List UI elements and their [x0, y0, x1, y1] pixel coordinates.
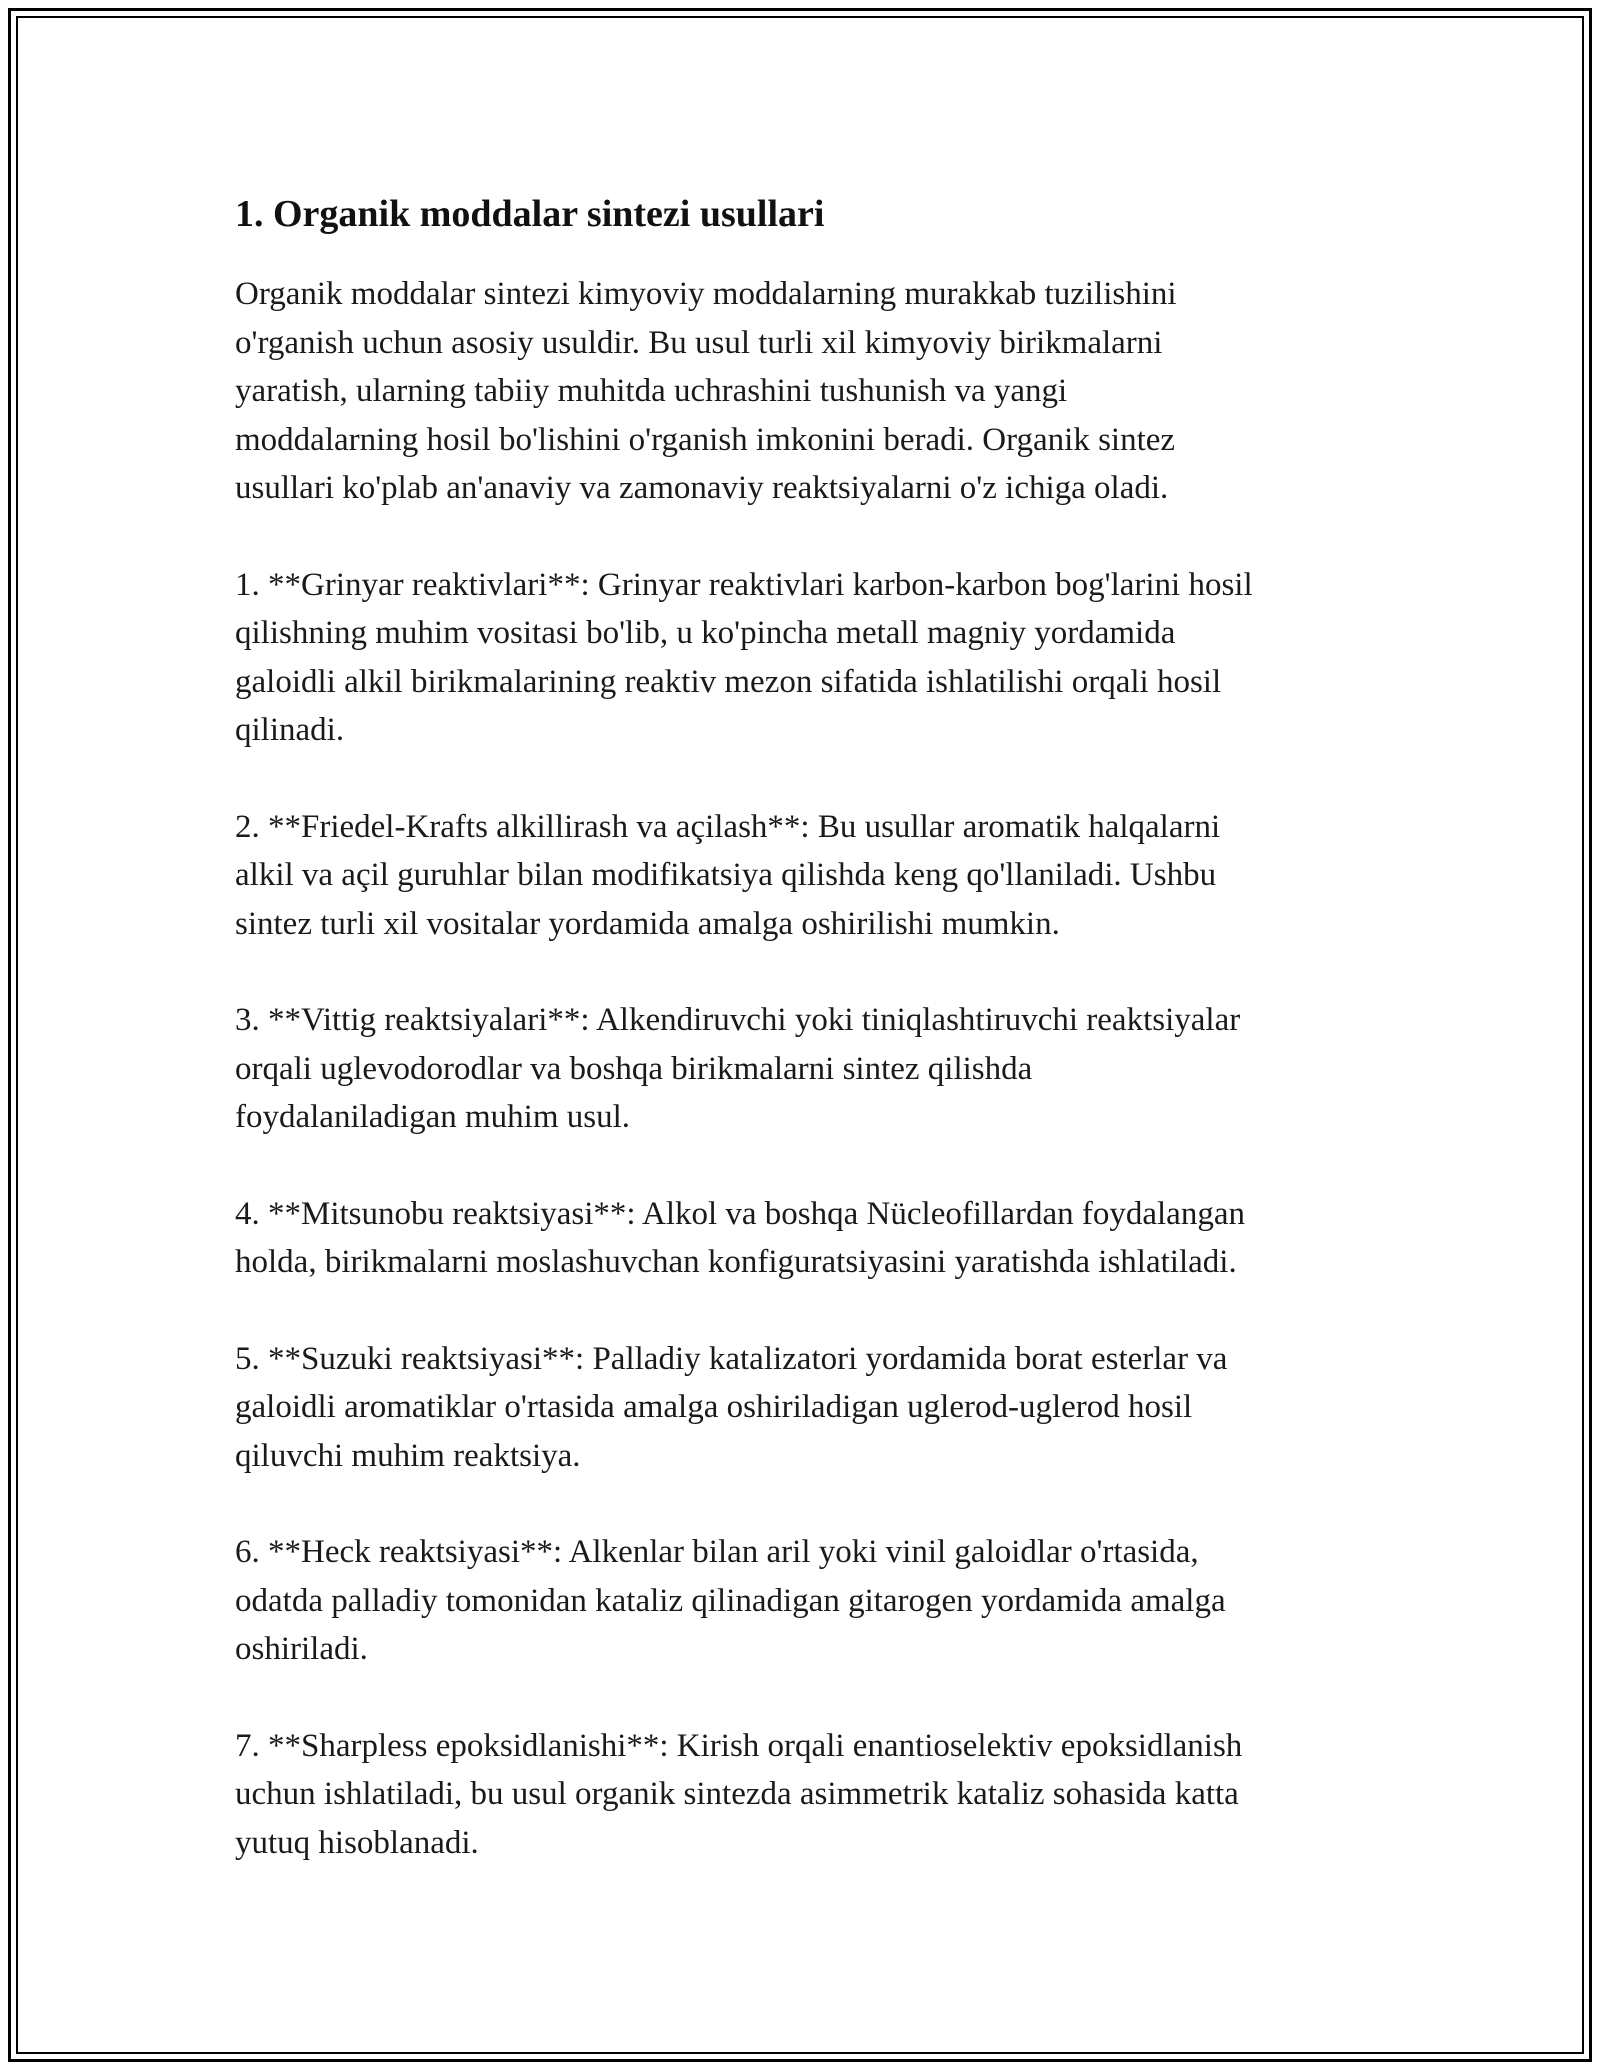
list-item-sharpless: 7. **Sharpless epoksidlanishi**: Kirish orqali enantioselektiv epoksidlanish uchun ishlatiladi, bu usul organik sintezda asimmetrik kataliz sohasida katta yutuq hisoblanadi.: [235, 1727, 1243, 1861]
section-heading: 1. Organik moddalar sintezi usullari: [235, 193, 825, 235]
list-item-friedel-krafts: 2. **Friedel-Krafts alkillirash va açilash**: Bu usullar aromatik halqalarni alkil va açil guruhlar bilan modifikatsiya qilishda keng qo'llaniladi. Ushbu sintez turli xil vositalar yordamida amalga oshirilishi mumkin.: [235, 808, 1221, 942]
list-item-grinyar: 1. **Grinyar reaktivlari**: Grinyar reaktivlari karbon-karbon bog'larini hosil qilishning muhim vositasi bo'lib, u ko'pincha metall magniy yordamida galoidli alkil birikmalarining reaktiv mezon sifatida ishlatilishi orqali hosil qilinadi.: [235, 566, 1253, 748]
list-item-heck: 6. **Heck reaktsiyasi**: Alkenlar bilan aril yoki vinil galoidlar o'rtasida, odatda palladiy tomonidan kataliz qilinadigan gitarogen yordamida amalga oshiriladi.: [235, 1534, 1226, 1667]
list-item-mitsunobu: 4. **Mitsunobu reaktsiyasi**: Alkol va boshqa Nücleofillardan foydalangan holda, birikmalarni moslashuvchan konfiguratsiyasini yaratishda ishlatiladi.: [235, 1195, 1245, 1280]
document-body: [235, 186, 1375, 1915]
list-item-suzuki: 5. **Suzuki reaktsiyasi**: Palladiy katalizatori yordamida borat esterlar va galoidli aromatiklar o'rtasida amalga oshiriladigan uglerod-uglerod hosil qiluvchi muhim reaktsiya.: [235, 1340, 1228, 1474]
list-item-vittig: 3. **Vittig reaktsiyalari**: Alkendiruvchi yoki tiniqlashtiruvchi reaktsiyalar orqali uglevodorodlar va boshqa birikmalarni sintez qilishda foydalaniladigan muhim usul.: [235, 1002, 1241, 1135]
intro-paragraph: Organik moddalar sintezi kimyoviy moddalarning murakkab tuzilishini o'rganish uchun asosiy usuldir. Bu usul turli xil kimyoviy birikmalarni yaratish, ularning tabiiy muhitda uchrashini tushunish va yangi moddalarning hosil bo'lishini o'rganish imkonini beradi. Organik sintez usullari ko'plab an'anaviy va zamonaviy reaktsiyalarni o'z ichiga oladi.: [235, 276, 1177, 506]
